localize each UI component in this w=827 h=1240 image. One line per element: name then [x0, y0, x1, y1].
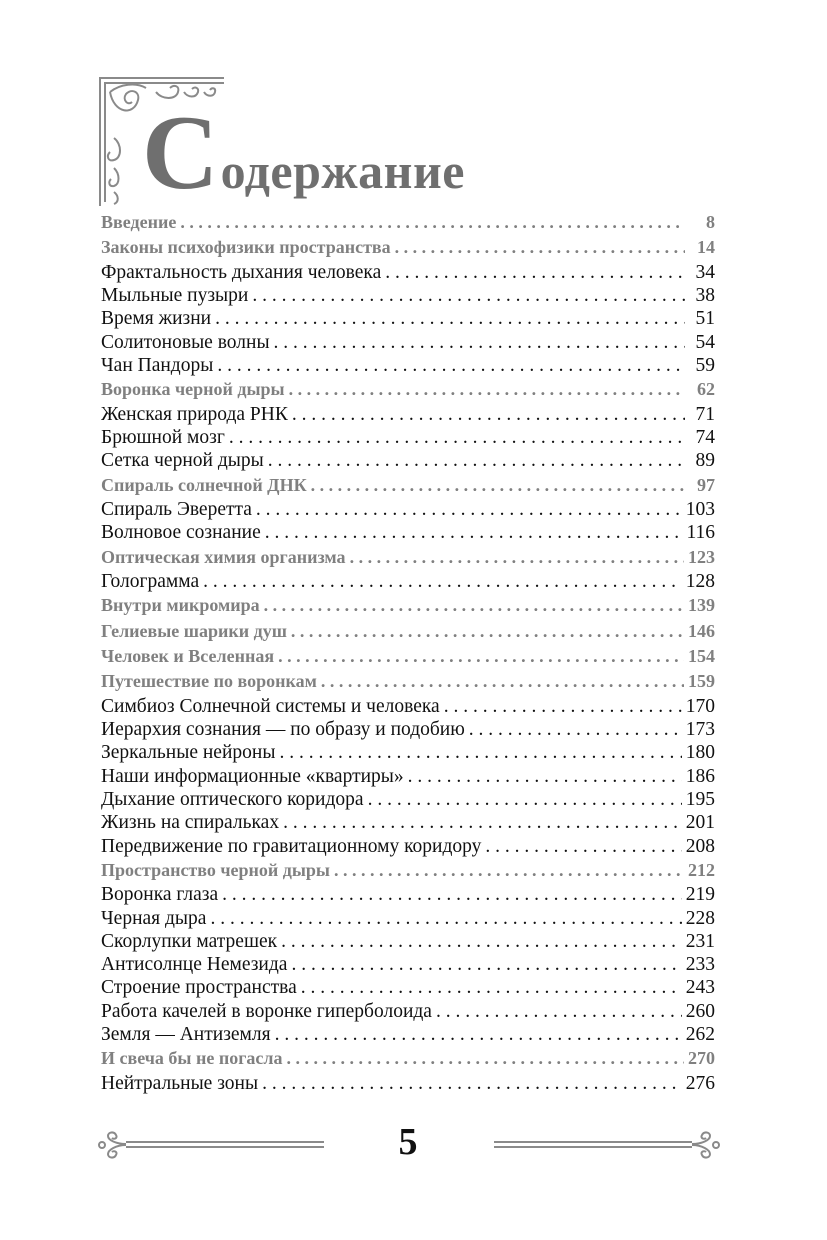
toc-entry-page: 173: [685, 719, 715, 741]
toc-entry[interactable]: [101, 765, 715, 788]
dot-leader: [281, 930, 682, 953]
dot-leader: [436, 1000, 682, 1023]
dot-leader: [252, 284, 685, 307]
toc-entry-title: Воронка черной дыры: [101, 379, 285, 400]
toc-entry[interactable]: [101, 284, 715, 307]
footer-flourish-icon: [96, 1128, 328, 1164]
toc-entry-page: 139: [688, 595, 715, 616]
toc-entry-page: 89: [695, 450, 715, 472]
dot-leader: [264, 593, 684, 618]
toc-entry-title: Работа качелей в воронке гиперболоида: [101, 1000, 432, 1022]
toc-entry-title: Иерархия сознания — по образу и подобию: [101, 719, 465, 741]
toc-section-entry[interactable]: [101, 593, 715, 618]
toc-entry-page: 97: [697, 474, 715, 495]
dot-leader: [265, 521, 683, 544]
toc-entry-title: И свеча бы не погасла: [101, 1048, 283, 1069]
dot-leader: [180, 210, 685, 235]
toc-entry-page: 195: [685, 788, 715, 810]
toc-entry[interactable]: [101, 261, 715, 284]
toc-entry[interactable]: [101, 695, 715, 718]
dot-leader: [385, 261, 685, 284]
dot-leader: [256, 498, 682, 521]
toc-entry-page: 186: [685, 765, 715, 787]
toc-entry-title: Черная дыра: [101, 907, 207, 929]
toc-entry[interactable]: [101, 788, 715, 811]
toc-entry[interactable]: [101, 835, 715, 858]
toc-entry-title: Оптическая химия организма: [101, 546, 346, 567]
toc-entry[interactable]: [101, 976, 715, 999]
toc-entry-title: Мыльные пузыри: [101, 285, 249, 307]
toc-entry-title: Жизнь на спиральках: [101, 812, 280, 834]
toc-entry-page: 123: [688, 546, 715, 567]
toc-entry[interactable]: [101, 718, 715, 741]
dot-leader: [395, 235, 685, 260]
toc-section-entry[interactable]: [101, 644, 715, 669]
toc-entry-title: Гелиевые шарики душ: [101, 620, 287, 641]
toc-entry-title: Воронка глаза: [101, 884, 219, 906]
table-of-contents: [101, 210, 715, 1095]
toc-entry-page: 159: [688, 671, 715, 692]
toc-entry-page: 262: [685, 1024, 715, 1046]
dot-leader: [321, 669, 684, 694]
toc-entry-page: 59: [695, 354, 715, 376]
toc-entry-title: Путешествие по воронкам: [101, 671, 317, 692]
dot-leader: [279, 741, 681, 764]
footer-flourish-icon: [492, 1128, 722, 1164]
dot-leader: [217, 354, 685, 377]
toc-entry-page: 62: [697, 379, 715, 400]
toc-entry[interactable]: [101, 307, 715, 330]
toc-entry-title: Нейтральные зоны: [101, 1072, 259, 1094]
toc-entry-title: Передвижение по гравитационному коридору: [101, 835, 482, 857]
page-title: [142, 94, 465, 211]
toc-entry-title: Антисолнце Немезида: [101, 954, 288, 976]
dot-leader: [215, 307, 685, 330]
dot-leader: [368, 788, 682, 811]
toc-entry-title: Время жизни: [101, 308, 212, 330]
toc-entry-title: Симбиоз Солнечной системы и человека: [101, 695, 440, 717]
toc-entry[interactable]: [101, 1000, 715, 1023]
toc-entry-title: Брюшной мозг: [101, 426, 225, 448]
toc-entry-title: Сетка черной дыры: [101, 450, 264, 472]
toc-entry-page: 71: [695, 403, 715, 425]
toc-entry[interactable]: [101, 426, 715, 449]
toc-entry-title: Чан Пандоры: [101, 354, 214, 376]
dot-leader: [210, 907, 681, 930]
toc-entry-page: 51: [695, 308, 715, 330]
toc-entry-page: 201: [685, 812, 715, 834]
toc-entry-page: 260: [685, 1000, 715, 1022]
toc-entry-title: Пространство черной дыры: [101, 859, 330, 880]
toc-entry-page: 54: [695, 331, 715, 353]
toc-entry-title: Солитоновые волны: [101, 331, 270, 353]
toc-entry[interactable]: [101, 449, 715, 472]
toc-section-entry[interactable]: [101, 669, 715, 694]
toc-entry-title: Женская природа РНК: [101, 403, 288, 425]
toc-entry-title: Человек и Вселенная: [101, 646, 275, 666]
toc-entry-page: 14: [697, 237, 715, 258]
dot-leader: [222, 883, 682, 906]
dot-leader: [283, 811, 682, 834]
dot-leader: [262, 1072, 682, 1095]
dot-leader: [268, 449, 685, 472]
toc-entry-page: 233: [685, 954, 715, 976]
toc-entry[interactable]: [101, 741, 715, 764]
toc-entry-title: Внутри микромира: [101, 595, 260, 616]
toc-entry-page: 74: [695, 426, 715, 448]
toc-entry-title: Скорлупки матрешек: [101, 930, 278, 952]
toc-entry-page: 146: [688, 620, 715, 641]
toc-entry-title: Введение: [101, 212, 177, 232]
toc-entry-page: 128: [685, 570, 715, 592]
dot-leader: [289, 377, 685, 402]
toc-entry[interactable]: [101, 498, 715, 521]
toc-entry[interactable]: [101, 1023, 715, 1046]
title-rest: одержание: [220, 143, 465, 199]
dot-leader: [334, 858, 684, 883]
toc-entry[interactable]: [101, 521, 715, 544]
toc-entry[interactable]: [101, 907, 715, 930]
toc-entry-page: 243: [685, 977, 715, 999]
toc-entry-title: Земля — Антиземля: [101, 1024, 271, 1046]
dot-leader: [291, 619, 684, 644]
dot-leader: [311, 473, 685, 498]
toc-entry[interactable]: [101, 570, 715, 593]
toc-entry-title: Спираль Эверетта: [101, 498, 252, 520]
toc-entry-page: 180: [685, 742, 715, 764]
toc-entry[interactable]: [101, 1072, 715, 1095]
toc-entry-page: 228: [685, 907, 715, 929]
toc-entry[interactable]: [101, 811, 715, 834]
toc-entry-title: Зеркальные нейроны: [101, 742, 276, 764]
toc-section-entry[interactable]: [101, 473, 715, 498]
toc-entry-page: 270: [688, 1048, 715, 1069]
toc-section-entry[interactable]: [101, 858, 715, 883]
toc-entry-title: Дыхание оптического коридора: [101, 788, 364, 810]
toc-entry-page: 170: [685, 695, 715, 717]
toc-entry-title: Законы психофизики пространства: [101, 237, 391, 258]
toc-entry[interactable]: [101, 953, 715, 976]
toc-entry-page: 231: [685, 930, 715, 952]
dot-leader: [286, 1046, 684, 1071]
dot-leader: [469, 718, 682, 741]
title-initial-letter: С: [142, 94, 219, 211]
dot-leader: [485, 835, 681, 858]
toc-entry-page: 276: [685, 1072, 715, 1094]
toc-entry[interactable]: [101, 883, 715, 906]
toc-section-entry[interactable]: [101, 545, 715, 570]
dot-leader: [278, 644, 684, 669]
toc-entry[interactable]: [101, 403, 715, 426]
dot-leader: [203, 570, 682, 593]
toc-entry-page: 219: [685, 884, 715, 906]
toc-entry-page: 34: [695, 261, 715, 283]
toc-section-entry[interactable]: [101, 1046, 715, 1071]
dot-leader: [301, 976, 682, 999]
dot-leader: [350, 545, 684, 570]
dot-leader: [291, 953, 681, 976]
toc-entry-page: 154: [688, 646, 715, 666]
toc-section-entry[interactable]: [101, 235, 715, 260]
toc-entry[interactable]: [101, 354, 715, 377]
page-number: 5: [398, 1121, 418, 1163]
dot-leader: [408, 765, 682, 788]
dot-leader: [229, 426, 685, 449]
toc-entry-title: Волновое сознание: [101, 522, 261, 544]
dot-leader: [292, 403, 685, 426]
toc-entry-page: 103: [685, 498, 715, 520]
toc-entry-page: 212: [688, 859, 715, 880]
toc-entry[interactable]: [101, 930, 715, 953]
toc-section-entry[interactable]: [101, 619, 715, 644]
dot-leader: [444, 695, 682, 718]
toc-entry-page: 8: [706, 212, 715, 232]
dot-leader: [275, 1023, 682, 1046]
dot-leader: [274, 331, 685, 354]
toc-entry[interactable]: [101, 331, 715, 354]
toc-entry-title: Строение пространства: [101, 977, 297, 999]
toc-entry-title: Спираль солнечной ДНК: [101, 474, 307, 495]
toc-entry-title: Голограмма: [101, 570, 200, 592]
toc-entry-title: Фрактальность дыхания человека: [101, 261, 382, 283]
toc-entry-page: 208: [685, 835, 715, 857]
toc-entry-page: 38: [695, 285, 715, 307]
toc-entry-page: 116: [686, 522, 715, 544]
toc-section-entry[interactable]: [101, 210, 715, 235]
toc-section-entry[interactable]: [101, 377, 715, 402]
toc-entry-title: Наши информационные «квартиры»: [101, 765, 404, 787]
